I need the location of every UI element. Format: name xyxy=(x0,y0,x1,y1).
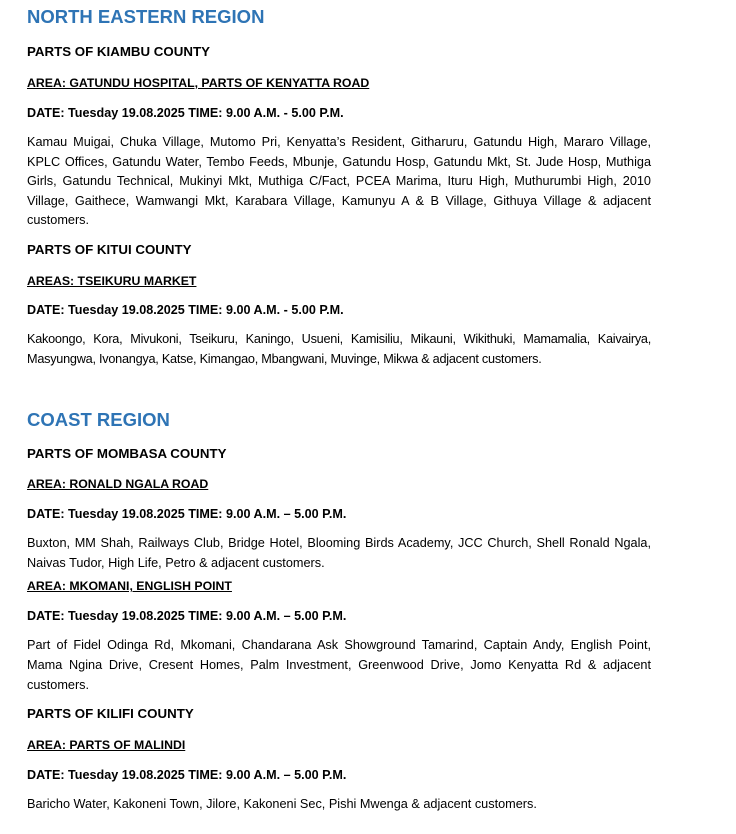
affected-locations: Kakoongo, Kora, Mivukoni, Tseikuru, Kaningo, Usueni, Kamisiliu, Mikauni, Wikithuki, Mamamalia, Kaivairya, Masyungwa, Ivonangya, Katse, Kimangao, Mbangwani, Muvinge, Mikwa & adjacent customers. xyxy=(27,331,651,366)
county-heading: PARTS OF KITUI COUNTY xyxy=(27,241,192,257)
area-heading: AREA: GATUNDU HOSPITAL, PARTS OF KENYATTA ROAD xyxy=(27,76,370,90)
affected-locations: Buxton, MM Shah, Railways Club, Bridge Hotel, Blooming Birds Academy, JCC Church, Shell Ronald Ngala, Naivas Tudor, High Life, Petro & adjacent customers. xyxy=(27,536,651,570)
date-time-line: DATE: Tuesday 19.08.2025 TIME: 9.00 A.M. – 5.00 P.M. xyxy=(27,507,347,522)
affected-locations: Kamau Muigai, Chuka Village, Mutomo Pri, Kenyatta’s Resident, Githaruru, Gatundu High, Mararo Village, KPLC Offices, Gatundu Water, Tembo Feeds, Mbunje, Gatundu Hosp, Gatundu Mkt, St. Jude Hosp, Muthiga Girls, Gatundu Technical, Mukinyi Mkt, Muthiga C/Fact, PCEA Marima, Ituru High, Muthurumbi High, 2010 Village, Gaithece, Wamwangi Mkt, Karabara Village, Kamunyu A & B Village, Githuya Village & adjacent customers. xyxy=(27,135,651,228)
date-time-line: DATE: Tuesday 19.08.2025 TIME: 9.00 A.M. – 5.00 P.M. xyxy=(27,609,347,624)
document-page xyxy=(27,0,651,815)
area-heading: AREA: PARTS OF MALINDI xyxy=(27,738,186,753)
county-heading: PARTS OF KILIFI COUNTY xyxy=(27,706,194,722)
county-heading: PARTS OF KIAMBU COUNTY xyxy=(27,44,210,59)
date-time-line: DATE: Tuesday 19.08.2025 TIME: 9.00 A.M. - 5.00 P.M. xyxy=(27,106,344,120)
date-time-line: DATE: Tuesday 19.08.2025 TIME: 9.00 A.M. - 5.00 P.M. xyxy=(27,302,344,317)
region-heading: COAST REGION xyxy=(27,409,170,431)
area-heading: AREAS: TSEIKURU MARKET xyxy=(27,273,197,288)
area-heading: AREA: MKOMANI, ENGLISH POINT xyxy=(27,579,232,594)
affected-locations: Part of Fidel Odinga Rd, Mkomani, Chandarana Ask Showground Tamarind, Captain Andy, English Point, Mama Ngina Drive, Cresent Homes, Palm Investment, Greenwood Drive, Jomo Kenyatta Rd & adjacent customers. xyxy=(27,638,651,692)
affected-locations: Baricho Water, Kakoneni Town, Jilore, Kakoneni Sec, Pishi Mwenga & adjacent customers. xyxy=(27,797,537,812)
date-time-line: DATE: Tuesday 19.08.2025 TIME: 9.00 A.M. – 5.00 P.M. xyxy=(27,768,347,783)
area-heading: AREA: RONALD NGALA ROAD xyxy=(27,477,209,492)
county-heading: PARTS OF MOMBASA COUNTY xyxy=(27,446,227,462)
region-heading: NORTH EASTERN REGION xyxy=(27,6,265,27)
